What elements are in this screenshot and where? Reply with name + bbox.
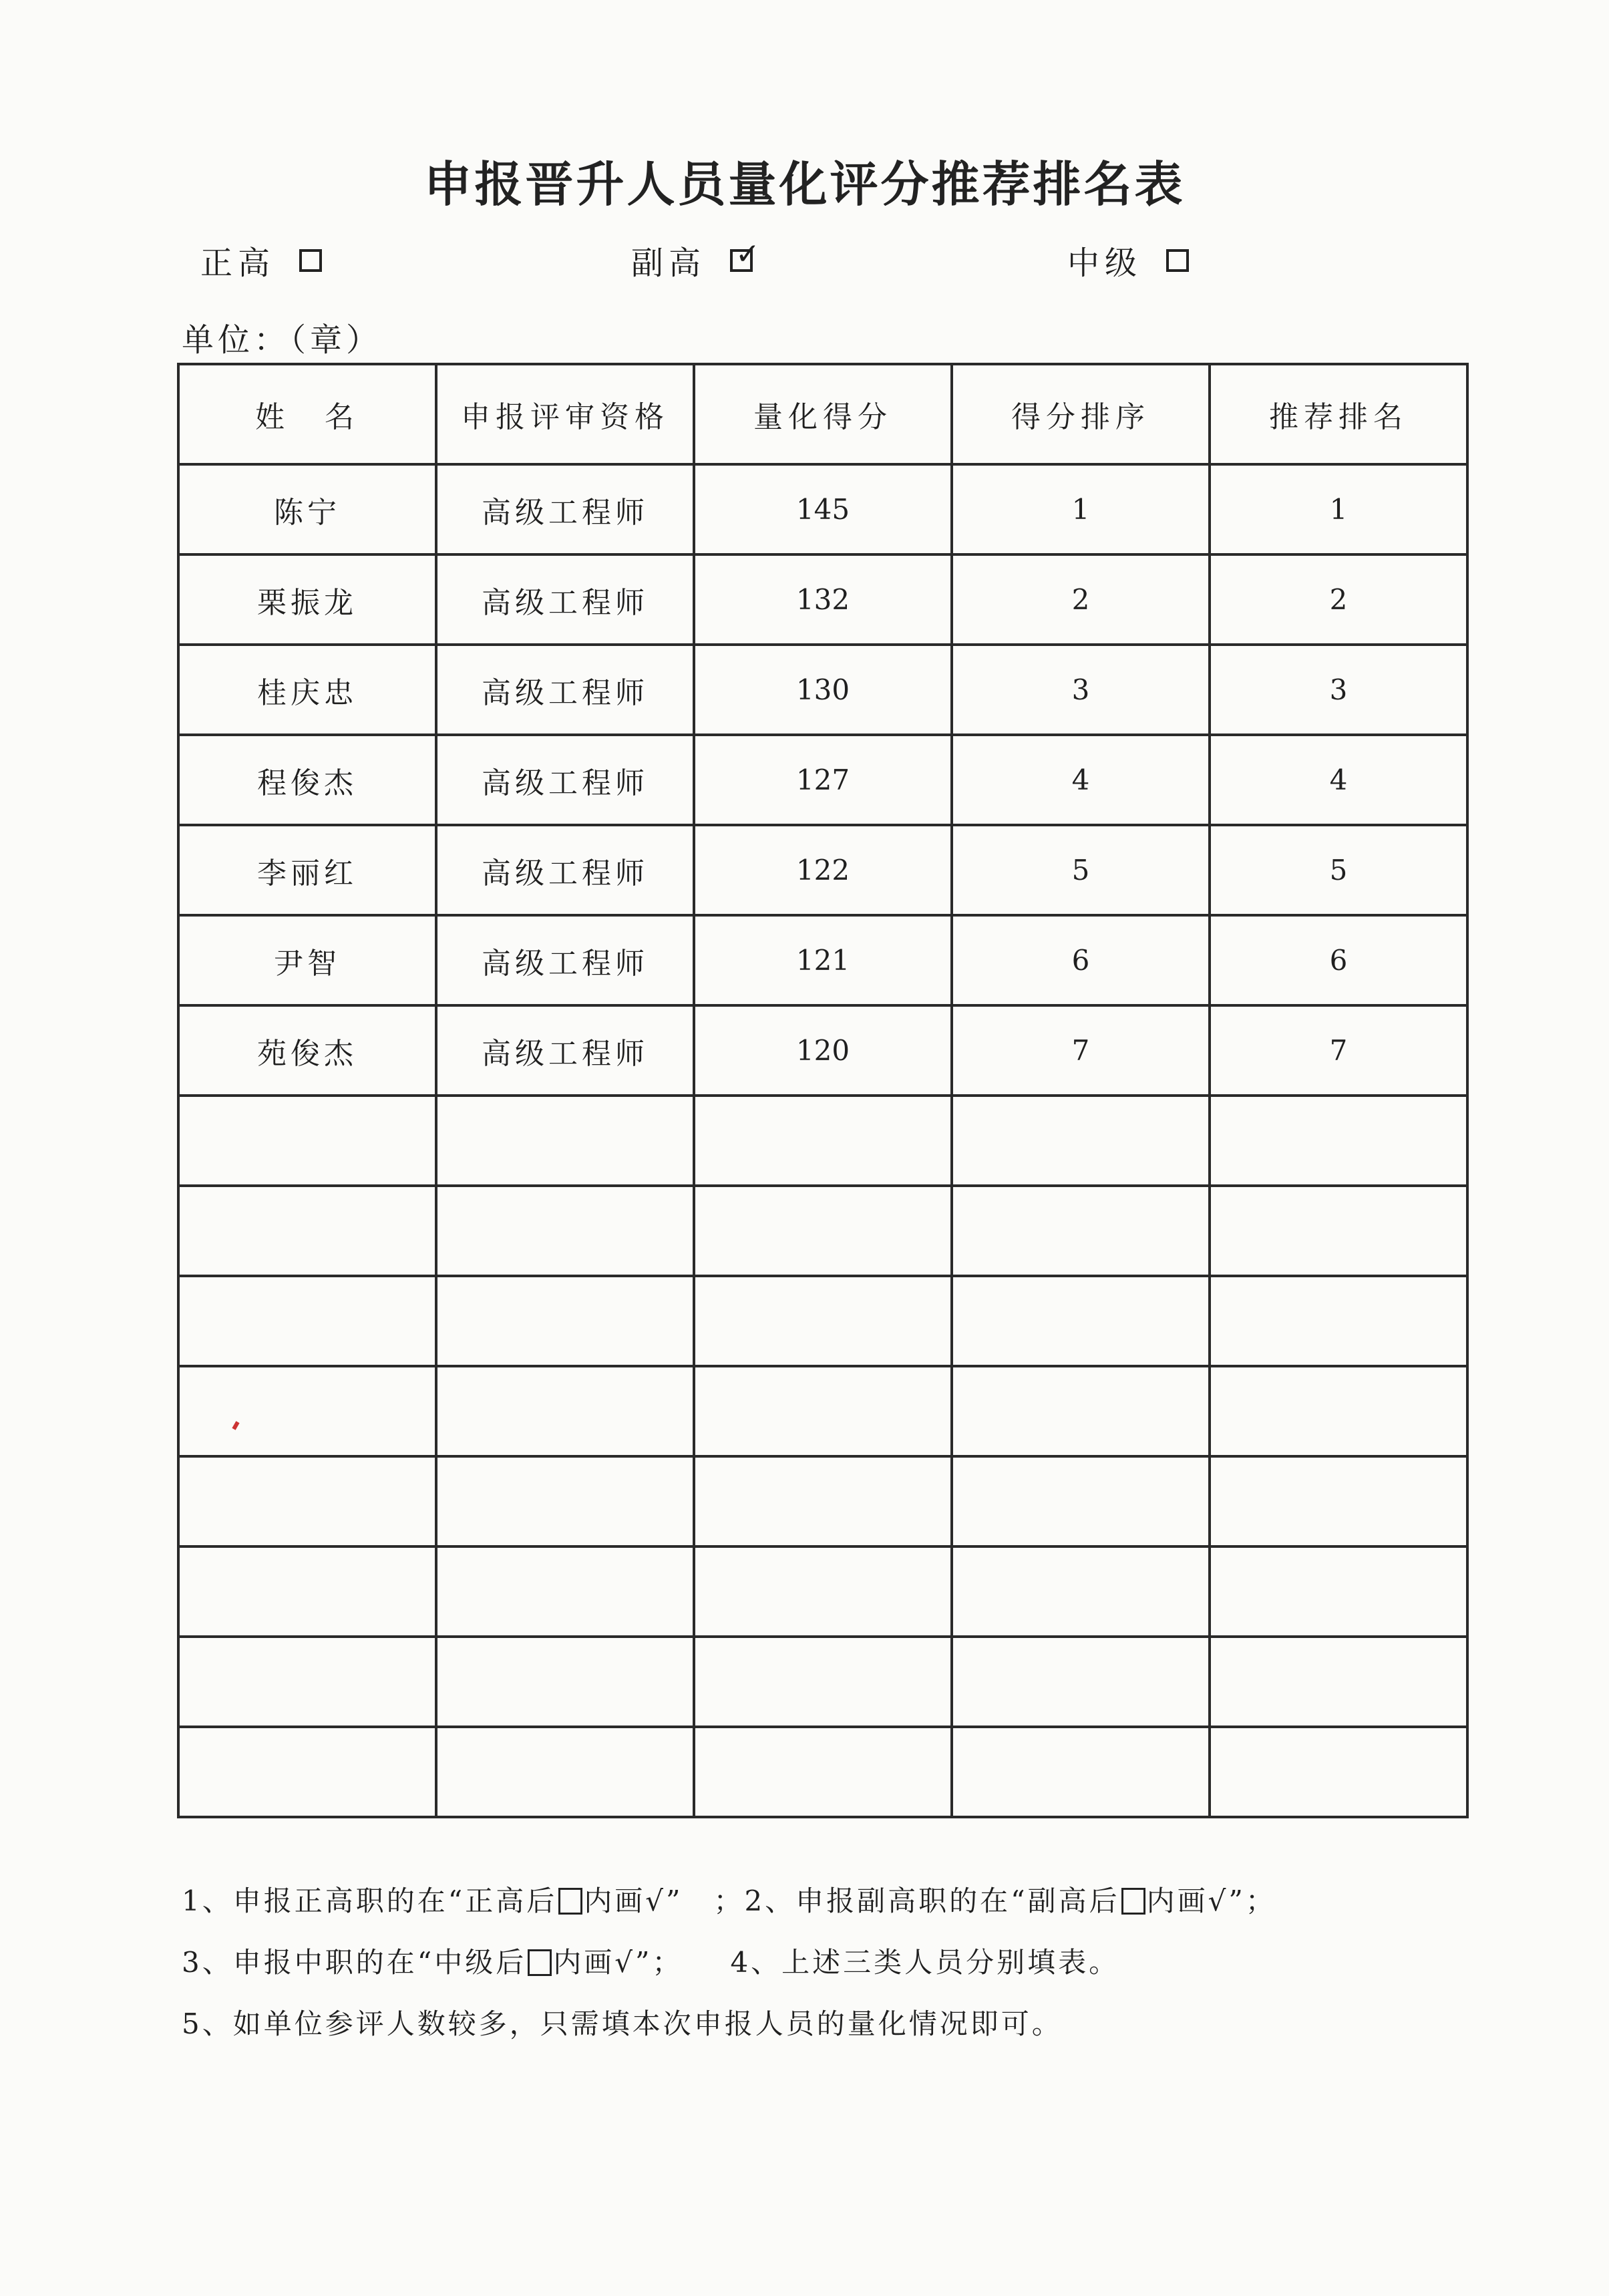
- cell-score: 130: [694, 645, 952, 735]
- table-row: [178, 645, 1467, 735]
- cell-recommend-rank-empty[interactable]: [1210, 1546, 1467, 1637]
- cell-score-rank-empty[interactable]: [952, 1637, 1210, 1727]
- cell-name: 尹智: [178, 915, 436, 1005]
- header-score: 量化得分: [694, 364, 952, 464]
- cell-recommend-rank-empty[interactable]: [1210, 1366, 1467, 1456]
- level-option-fugao[interactable]: [631, 236, 760, 283]
- cell-recommend-rank-empty[interactable]: [1210, 1727, 1467, 1817]
- cell-qualification-empty[interactable]: [436, 1096, 694, 1186]
- note-text: 内画√”；: [1146, 1884, 1276, 1917]
- table-row-empty: [178, 1546, 1467, 1637]
- cell-name-empty[interactable]: [178, 1366, 436, 1456]
- cell-score: 120: [694, 1005, 952, 1096]
- table-row-empty: [178, 1456, 1467, 1546]
- table-header-row: [178, 364, 1467, 464]
- cell-name-empty[interactable]: [178, 1276, 436, 1366]
- note-line-2: [182, 1932, 1276, 1993]
- header-score-rank: 得分排序: [952, 364, 1210, 464]
- check-mark-icon: ✓: [735, 236, 760, 271]
- level-option-zhenggao[interactable]: [200, 237, 322, 283]
- cell-score: 127: [694, 735, 952, 825]
- cell-score-rank-empty[interactable]: [952, 1727, 1210, 1817]
- ranking-table: [177, 363, 1469, 1818]
- cell-score: 145: [694, 464, 952, 554]
- checkbox-zhongji[interactable]: [1166, 249, 1189, 272]
- cell-qualification-empty[interactable]: [436, 1637, 694, 1727]
- note-line-3: 5、如单位参评人数较多，只需填本次申报人员的量化情况即可。: [182, 2007, 1063, 2040]
- cell-score-empty[interactable]: [694, 1637, 952, 1727]
- level-label: 中级: [1067, 244, 1143, 282]
- cell-recommend-rank-empty[interactable]: [1210, 1637, 1467, 1727]
- cell-recommend-rank: 5: [1210, 825, 1467, 915]
- unit-label: 单位：（章）: [182, 321, 383, 359]
- table-row: [178, 464, 1467, 554]
- cell-score-rank: 2: [952, 554, 1210, 645]
- cell-score: 132: [694, 554, 952, 645]
- cell-recommend-rank: 4: [1210, 735, 1467, 825]
- level-label: 正高: [200, 244, 276, 282]
- note-line-1: [182, 1870, 1276, 1932]
- table-row-empty: [178, 1727, 1467, 1817]
- cell-name-empty[interactable]: [178, 1546, 436, 1637]
- cell-score-empty[interactable]: [694, 1096, 952, 1186]
- square-icon: [528, 1949, 552, 1976]
- cell-score-rank-empty[interactable]: [952, 1186, 1210, 1276]
- cell-name-empty[interactable]: [178, 1727, 436, 1817]
- cell-name-empty[interactable]: [178, 1096, 436, 1186]
- cell-recommend-rank: 7: [1210, 1005, 1467, 1096]
- cell-recommend-rank-empty[interactable]: [1210, 1276, 1467, 1366]
- header-name: 姓 名: [178, 364, 436, 464]
- cell-qualification: 高级工程师: [436, 554, 694, 645]
- cell-score-rank: 6: [952, 915, 1210, 1005]
- header-recommend-rank: 推荐排名: [1210, 364, 1467, 464]
- table-row-empty: [178, 1186, 1467, 1276]
- header-qualification: 申报评审资格: [436, 364, 694, 464]
- cell-score-rank: 3: [952, 645, 1210, 735]
- checkbox-fugao[interactable]: [730, 236, 760, 272]
- cell-qualification: 高级工程师: [436, 1005, 694, 1096]
- cell-score-empty[interactable]: [694, 1456, 952, 1546]
- cell-name-empty[interactable]: [178, 1637, 436, 1727]
- cell-score-empty[interactable]: [694, 1546, 952, 1637]
- cell-qualification: 高级工程师: [436, 735, 694, 825]
- square-icon: [558, 1888, 582, 1915]
- cell-qualification-empty[interactable]: [436, 1276, 694, 1366]
- level-option-zhongji[interactable]: [1067, 237, 1189, 283]
- cell-recommend-rank: 1: [1210, 464, 1467, 554]
- cell-qualification-empty[interactable]: [436, 1727, 694, 1817]
- level-selector: [0, 237, 1609, 291]
- cell-recommend-rank: 6: [1210, 915, 1467, 1005]
- note-text: 1、申报正高职的在“正高后: [182, 1884, 558, 1917]
- cell-score-rank-empty[interactable]: [952, 1096, 1210, 1186]
- cell-qualification-empty[interactable]: [436, 1366, 694, 1456]
- cell-name: 苑俊杰: [178, 1005, 436, 1096]
- table-row-empty: [178, 1637, 1467, 1727]
- note-text: 内画√” ；2、申报副高职的在“副高后: [584, 1884, 1120, 1917]
- cell-qualification-empty[interactable]: [436, 1546, 694, 1637]
- table-row: [178, 554, 1467, 645]
- table-row: [178, 1005, 1467, 1096]
- table-row-empty: [178, 1276, 1467, 1366]
- cell-score-rank: 1: [952, 464, 1210, 554]
- cell-name-empty[interactable]: [178, 1186, 436, 1276]
- cell-name: 陈宁: [178, 464, 436, 554]
- cell-name: 栗振龙: [178, 554, 436, 645]
- cell-name: 桂庆忠: [178, 645, 436, 735]
- cell-score-empty[interactable]: [694, 1366, 952, 1456]
- table-row-empty: [178, 1096, 1467, 1186]
- level-label: 副高: [631, 244, 707, 282]
- cell-recommend-rank-empty[interactable]: [1210, 1186, 1467, 1276]
- cell-recommend-rank: 3: [1210, 645, 1467, 735]
- cell-name: 程俊杰: [178, 735, 436, 825]
- cell-recommend-rank-empty[interactable]: [1210, 1456, 1467, 1546]
- cell-recommend-rank: 2: [1210, 554, 1467, 645]
- cell-score: 122: [694, 825, 952, 915]
- cell-name-empty[interactable]: [178, 1456, 436, 1546]
- cell-score-empty[interactable]: [694, 1276, 952, 1366]
- cell-qualification: 高级工程师: [436, 645, 694, 735]
- cell-score-rank-empty[interactable]: [952, 1276, 1210, 1366]
- cell-score-empty[interactable]: [694, 1727, 952, 1817]
- note-text: 内画√”； 4、上述三类人员分别填表。: [553, 1946, 1120, 1979]
- cell-qualification: 高级工程师: [436, 915, 694, 1005]
- checkbox-zhenggao[interactable]: [299, 249, 322, 272]
- cell-score-rank: 5: [952, 825, 1210, 915]
- cell-qualification-empty[interactable]: [436, 1456, 694, 1546]
- cell-score-rank-empty[interactable]: [952, 1366, 1210, 1456]
- notes: [182, 1870, 1276, 2055]
- cell-name: 李丽红: [178, 825, 436, 915]
- cell-score-rank: 4: [952, 735, 1210, 825]
- table-row: [178, 825, 1467, 915]
- cell-score-rank: 7: [952, 1005, 1210, 1096]
- cell-score: 121: [694, 915, 952, 1005]
- cell-score-rank-empty[interactable]: [952, 1546, 1210, 1637]
- cell-qualification: 高级工程师: [436, 825, 694, 915]
- cell-qualification-empty[interactable]: [436, 1186, 694, 1276]
- cell-recommend-rank-empty[interactable]: [1210, 1096, 1467, 1186]
- table-row-empty: [178, 1366, 1467, 1456]
- square-icon: [1121, 1888, 1145, 1915]
- table-row: [178, 915, 1467, 1005]
- cell-score-empty[interactable]: [694, 1186, 952, 1276]
- cell-score-rank-empty[interactable]: [952, 1456, 1210, 1546]
- table-row: [178, 735, 1467, 825]
- form-title: 申报晋升人员量化评分推荐排名表: [423, 156, 1186, 212]
- note-text: 3、申报中职的在“中级后: [182, 1946, 527, 1979]
- cell-qualification: 高级工程师: [436, 464, 694, 554]
